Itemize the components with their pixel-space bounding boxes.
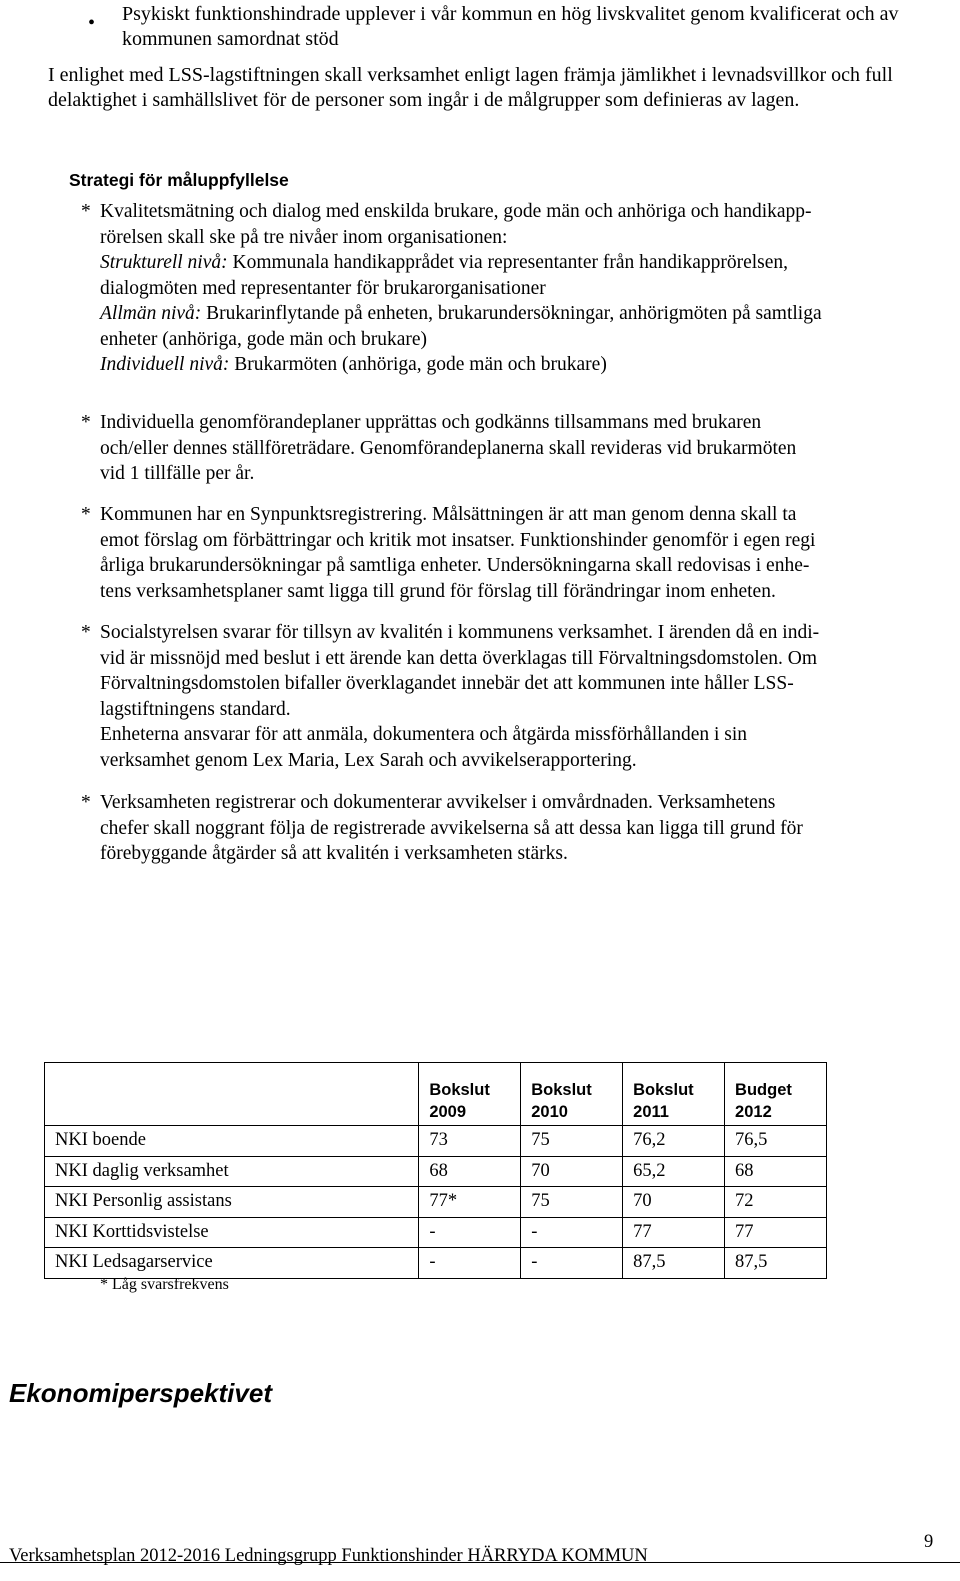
table-row [45,1156,827,1187]
general-level-label: Allmän nivå: [100,303,202,324]
table-row [45,1217,827,1248]
table-row [45,1126,827,1157]
table-row [45,1187,827,1218]
strategy-heading: Strategi för måluppfyllelse [69,170,289,190]
table-header-row [45,1063,827,1126]
table-cell: 76,2 [623,1126,725,1157]
strategy-paragraph-plans: * Individuella genomförandeplaner upprättas och godkänns tillsammans med brukaren och/eller dennes ställföreträdare. Genomförandeplanerna skall revideras vid brukarmöten vid 1 tillfälle per år. [81,410,796,487]
table-header-cell: Bokslut 2009 [419,1063,521,1126]
table-cell: 76,5 [725,1126,827,1157]
table-cell: - [521,1248,623,1279]
p5-line-1: Verksamheten registrerar och dokumenterar avvikelser i omvårdnaden. Verksamhetens [100,792,776,813]
footer-divider [0,1562,960,1563]
p3-line-3: årliga brukarundersökningar på samtliga enheter. Undersökningarna skall redovisas i enhe- [100,555,810,576]
strategy-paragraph-supervision: * Socialstyrelsen svarar för tillsyn av kvalitén i kommunens verksamhet. I ärenden då en indi- vid är missnöjd med beslut i ett ärende kan detta överklagas till Förvaltningsdomstolen. Om Förvaltningsdomstolen bifaller överklagandet innebär det att kommunen inte håller LSS- lagstiftningens standard. Enheterna ansvarar för att anmäla, dokumentera och åtgärda missförhållanden i sin verksamhet genom Lex Maria, Lex Sarah och avvikelserapportering. [81,620,819,773]
p2-line-1: Individuella genomförandeplaner upprättas och godkänns tillsammans med brukaren [100,412,762,433]
section-heading: Ekonomiperspektivet [9,1378,272,1408]
table-cell: 75 [521,1187,623,1218]
individual-level-label: Individuell nivå: [100,354,230,375]
p2-line-3: vid 1 tillfälle per år. [100,463,255,484]
strategy-paragraph-deviations: * Verksamheten registrerar och dokumenterar avvikelser i omvårdnaden. Verksamhetens chefer skall noggrant följa de registrerade avvikelserna så att dessa kan ligga till grund för förebyggande åtgärder så att kvalitén i verksamheten stärks. [81,790,803,867]
table-cell: 87,5 [725,1248,827,1279]
table-cell: - [419,1217,521,1248]
table-cell: 87,5 [623,1248,725,1279]
row-label: NKI Ledsagarservice [45,1248,419,1279]
table-cell: 77* [419,1187,521,1218]
bullet-text: Psykiskt funktionshindrade upplever i vår kommun en hög livskvalitet genom kvalificerat och av kommunen samordnat stöd [122,3,899,50]
table-header-cell: Bokslut 2010 [521,1063,623,1126]
table-row [45,1248,827,1279]
p4-line-3: Förvaltningsdomstolen bifaller överklagandet innebär det att kommunen inte håller LSS- [100,673,794,694]
individual-level-text: Brukarmöten (anhöriga, gode män och brukare) [229,354,607,375]
table-header-cell: Bokslut 2011 [623,1063,725,1126]
general-level-text: Brukarinflytande på enheten, brukarundersökningar, anhörigmöten på samtliga [201,303,822,324]
strategy-paragraph-quality: * Kvalitetsmätning och dialog med enskilda brukare, gode män och anhöriga och handikapp- rörelsen skall ske på tre nivåer inom organisationen: Strukturell nivå: Kommunala handikapprådet via representanter från handikapprörelsen, dialogmöten med representanter för brukarorganisationer Allmän nivå: Brukarinflytande på enheten, brukarundersökningar, anhörigmöten på samtliga enheter (anhöriga, gode män och brukare) Individuell nivå: Brukarmöten (anhöriga, gode män och brukare) [81,201,822,375]
p3-line-1: Kommunen har en Synpunktsregistrering. Målsättningen är att man genom denna skall ta [100,504,797,525]
p1-line-1: Kvalitetsmätning och dialog med enskilda brukare, gode män och anhöriga och handikapp- [100,201,812,222]
row-label: NKI Korttidsvistelse [45,1217,419,1248]
table-cell: 77 [623,1217,725,1248]
p3-line-4: tens verksamhetsplaner samt ligga till grund för förslag till förändringar inom enheten. [100,580,776,602]
table-cell: 68 [725,1156,827,1187]
table-cell: 77 [725,1217,827,1248]
table-cell: 65,2 [623,1156,725,1187]
table-footnote: * Låg svarsfrekvens [100,1276,229,1293]
table-cell: 72 [725,1187,827,1218]
row-label: NKI Personlig assistans [45,1187,419,1218]
structural-level-text: Kommunala handikapprådet via representanter från handikapprörelsen, [227,252,789,273]
table-cell: - [419,1248,521,1279]
table-header-empty [45,1063,419,1126]
page-number: 9 [924,1532,934,1552]
p4-line-5: Enheterna ansvarar för att anmäla, dokumentera och åtgärda missförhållanden i sin [100,724,748,745]
nki-table [44,1062,827,1279]
structural-level-label: Strukturell nivå: [100,252,228,273]
structural-level-text-2: dialogmöten med representanter för brukarorganisationer [100,277,546,299]
p5-line-3: förebyggande åtgärder så att kvalitén i verksamheten stärks. [100,843,568,864]
bullet-icon: • [88,12,96,34]
p4-line-6: verksamhet genom Lex Maria, Lex Sarah och avvikelserapportering. [100,749,637,771]
table-cell: 73 [419,1126,521,1157]
footer-text: Verksamhetsplan 2012-2016 Ledningsgrupp Funktionshinder HÄRRYDA KOMMUN [9,1546,648,1566]
table-cell: 70 [521,1156,623,1187]
table-cell: 75 [521,1126,623,1157]
row-label: NKI boende [45,1126,419,1157]
p1-line-2: rörelsen skall ske på tre nivåer inom organisationen: [100,226,508,248]
p5-line-2: chefer skall noggrant följa de registrerade avvikelserna så att dessa kan ligga till grund för [100,817,803,839]
row-label: NKI daglig verksamhet [45,1156,419,1187]
table-cell: - [521,1217,623,1248]
intro-paragraph: I enlighet med LSS-lagstiftningen skall verksamhet enligt lagen främja jämlikhet i levnadsvillkor och full delaktighet i samhällslivet för de personer som ingår i de målgrupper som definieras av lagen. [48,64,893,111]
p4-line-2: vid är missnöjd med beslut i ett ärende kan detta överklagas till Förvaltningsdomstolen. Om [100,647,818,669]
p4-line-4: lagstiftningens standard. [100,698,291,720]
p4-line-1: Socialstyrelsen svarar för tillsyn av kvalitén i kommunens verksamhet. I ärenden då en indi- [100,622,820,643]
table-header-cell: Budget 2012 [725,1063,827,1126]
p3-line-2: emot förslag om förbättringar och kritik mot insatser. Funktionshinder genomför i egen regi [100,529,816,551]
general-level-text-2: enheter (anhöriga, gode män och brukare) [100,328,428,350]
p2-line-2: och/eller dennes ställföreträdare. Genomförandeplanerna skall revideras vid brukarmöten [100,437,797,459]
strategy-paragraph-feedback: * Kommunen har en Synpunktsregistrering. Målsättningen är att man genom denna skall ta emot förslag om förbättringar och kritik mot insatser. Funktionshinder genomför i egen regi årliga brukarundersökningar på samtliga enheter. Undersökningarna skall redovisas i enhe- tens verksamhetsplaner samt ligga till grund för förslag till förändringar inom enheten. [81,502,815,604]
table-cell: 68 [419,1156,521,1187]
table-cell: 70 [623,1187,725,1218]
